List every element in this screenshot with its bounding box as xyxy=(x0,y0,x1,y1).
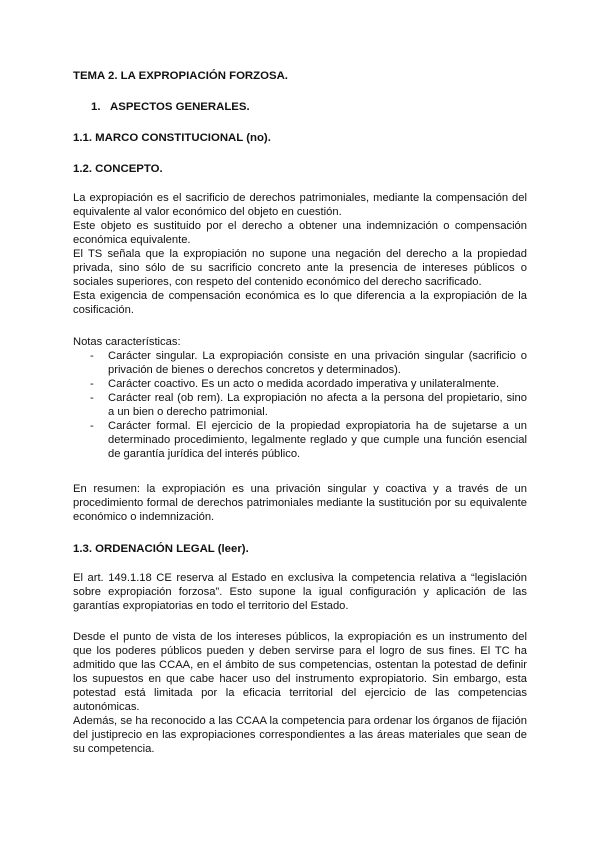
concepto-line: La expropiación es el sacrificio de derechos patrimoniales, mediante la compensación del equivalente al valor económico del objeto en cuestión. xyxy=(73,192,527,218)
list-item-text: Carácter singular. La expropiación consiste en una privación singular (sacrificio o privación de bienes o derechos concretos y determinados). xyxy=(108,350,527,376)
bullet-dash: - xyxy=(90,392,94,404)
resumen-paragraph: En resumen: la expropiación es una privación singular y coactiva y a través de un procedimiento formal de derechos patrimoniales mediante la sustitución por su equivalente económico o indemnización. xyxy=(73,483,527,523)
ordenacion-line: Además, se ha reconocido a las CCAA la competencia para ordenar los órganos de fijación del justiprecio en las expropiaciones correspondientes a las áreas materiales que sean de su competencia. xyxy=(73,715,527,755)
concepto-line: El TS señala que la expropiación no supone una negación del derecho a la propiedad privada, sino sólo de su sacrificio concreto ante la presencia de intereses públicos o sociales superiores, con respeto del contenido económico del derecho sacrificado. xyxy=(73,248,527,288)
ordenacion-paragraph-2 xyxy=(73,630,527,756)
bullet-dash: - xyxy=(90,420,94,432)
list-item xyxy=(88,391,527,419)
list-item xyxy=(88,377,527,391)
list-item-text: Carácter real (ob rem). La expropiación no afecta a la persona del propietario, sino a un bien o derecho patrimonial. xyxy=(108,392,527,418)
notas-label: Notas características: xyxy=(73,336,181,348)
subsection-heading-1-1: 1.1. MARCO CONSTITUCIONAL (no). xyxy=(73,132,271,144)
list-item-text: Carácter formal. El ejercicio de la propiedad expropiatoria ha de sujetarse a un determinado procedimiento, legalmente reglado y que cumple una función esencial de garantía jurídica del interés público. xyxy=(108,420,527,460)
concepto-line: Este objeto es sustituido por el derecho a obtener una indemnización o compensación económica equivalente. xyxy=(73,220,527,246)
subsection-heading-1-2: 1.2. CONCEPTO. xyxy=(73,163,163,175)
concepto-paragraph xyxy=(73,191,527,317)
bullet-dash: - xyxy=(90,378,94,390)
document-title: TEMA 2. LA EXPROPIACIÓN FORZOSA. xyxy=(73,70,288,82)
concepto-line: Esta exigencia de compensación económica es lo que diferencia a la expropiación de la cosificación. xyxy=(73,290,527,316)
list-item xyxy=(88,419,527,461)
ordenacion-line: Desde el punto de vista de los intereses públicos, la expropiación es un instrumento del que los poderes públicos pueden y deben servirse para el logro de sus fines. El TC ha admitido que las CCAA, en el ámbito de sus competencias, ostentan la potestad de definir los supuestos en que cabe hacer uso del instrumento expropiatorio. Sin embargo, esta potestad está limitada por la eficacia territorial del ejercicio de las competencias autonómicas. xyxy=(73,631,527,713)
section-number: 1. xyxy=(91,101,101,113)
ordenacion-paragraph-1: El art. 149.1.18 CE reserva al Estado en exclusiva la competencia relativa a “legislación sobre expropiación forzosa”. Esto supone la igual configuración y aplicación de las garantías expropiatorias en todo el territorio del Estado. xyxy=(73,572,527,612)
notas-list xyxy=(88,349,527,461)
bullet-dash: - xyxy=(90,350,94,362)
list-item xyxy=(88,349,527,377)
section-heading: ASPECTOS GENERALES. xyxy=(110,101,250,113)
subsection-heading-1-3: 1.3. ORDENACIÓN LEGAL (leer). xyxy=(73,543,249,555)
list-item-text: Carácter coactivo. Es un acto o medida acordado imperativa y unilateralmente. xyxy=(108,378,500,390)
